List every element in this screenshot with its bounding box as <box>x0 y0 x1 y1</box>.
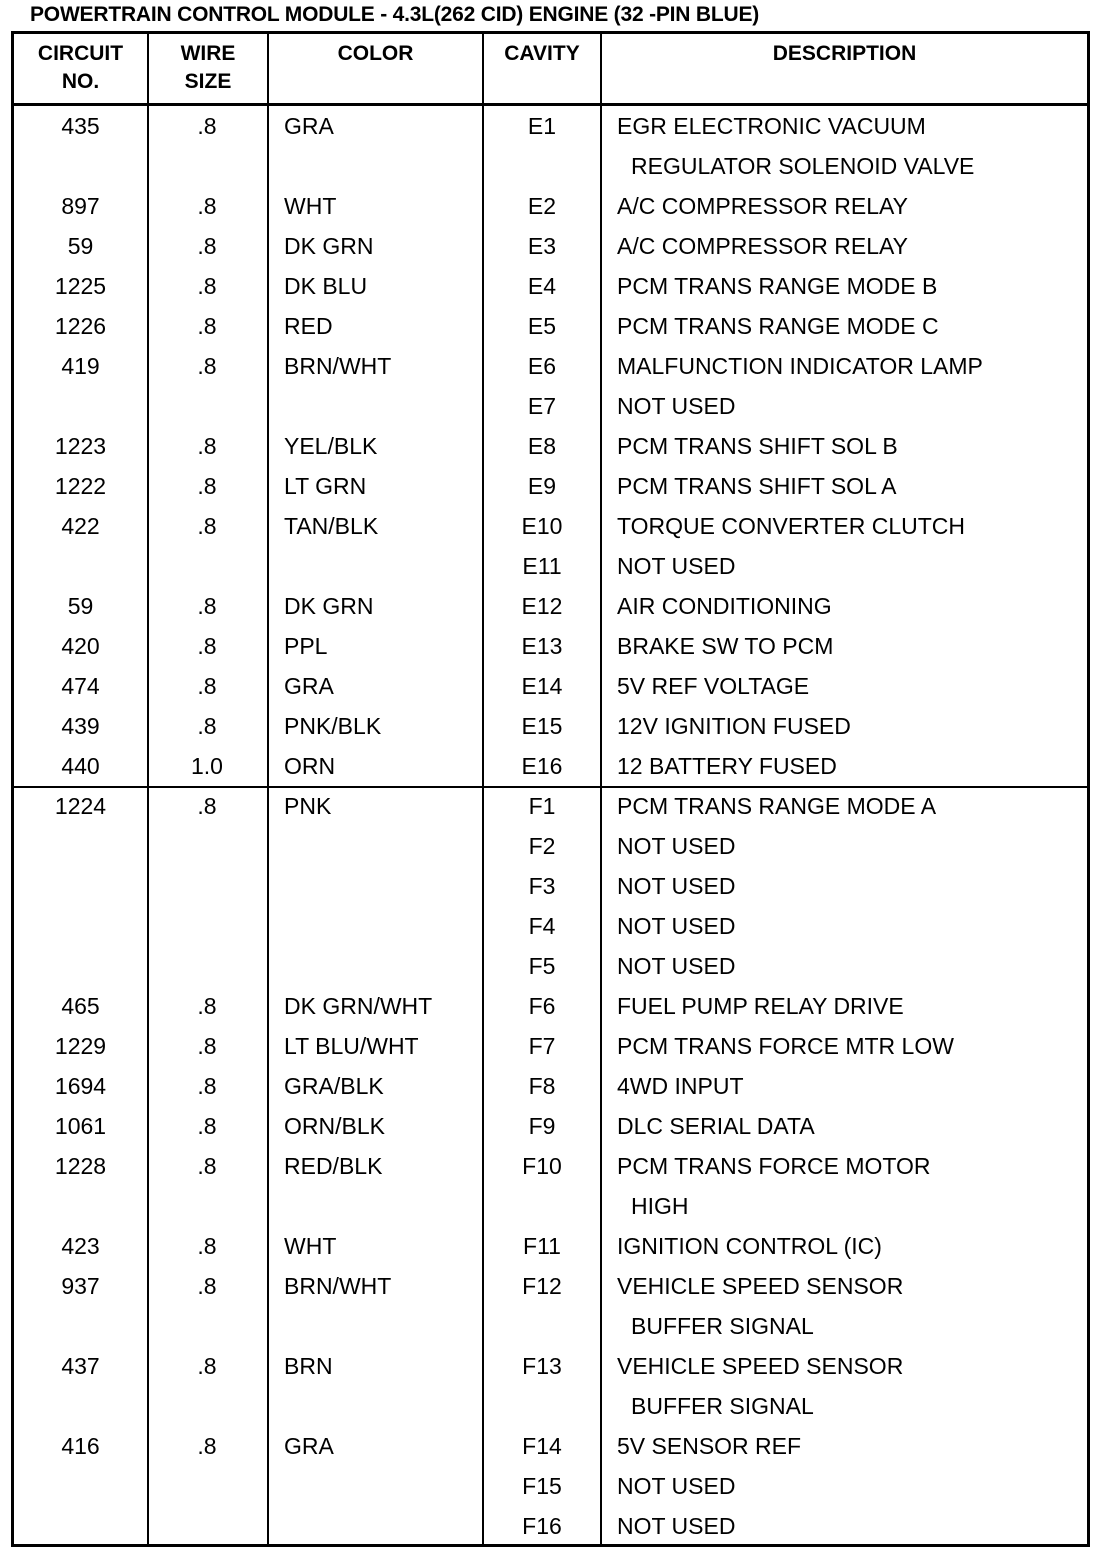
wire-size-cell: .8 <box>197 1273 217 1299</box>
wire-size-cell: .8 <box>197 113 217 139</box>
description-cell: A/C COMPRESSOR RELAY <box>617 233 908 259</box>
wire-size-cell: .8 <box>197 1153 217 1179</box>
description-cell: IGNITION CONTROL (IC) <box>617 1233 882 1259</box>
circuit-no-cell: 437 <box>61 1353 100 1379</box>
description-cell: 5V SENSOR REF <box>617 1433 802 1459</box>
cavity-cell: E10 <box>521 513 563 539</box>
cavity-cell: F15 <box>522 1473 562 1499</box>
cavity-cell: E7 <box>527 393 557 419</box>
cavity-cell: E12 <box>521 593 563 619</box>
cavity-cell: E1 <box>527 113 557 139</box>
cavity-cell: F9 <box>528 1113 556 1139</box>
cavity-cell: E8 <box>527 433 557 459</box>
circuit-no-cell: 420 <box>61 633 100 659</box>
color-cell: TAN/BLK <box>284 513 379 539</box>
circuit-no-cell <box>14 906 147 946</box>
color-cell: ORN/BLK <box>284 1113 385 1139</box>
color-cell <box>284 1386 479 1426</box>
description-cell: NOT USED <box>617 393 736 419</box>
cavity-cell <box>484 1306 600 1346</box>
wire-size-cell <box>147 906 267 946</box>
circuit-no-cell: 1222 <box>54 473 107 499</box>
header-wire-size <box>149 40 267 96</box>
circuit-no-cell: 1694 <box>54 1073 107 1099</box>
color-cell: WHT <box>284 193 337 219</box>
color-cell <box>284 1466 479 1506</box>
circuit-no-cell: 419 <box>61 353 100 379</box>
circuit-no-cell: 59 <box>67 233 94 259</box>
cavity-cell: F16 <box>522 1513 562 1539</box>
description-cell: REGULATOR SOLENOID VALVE <box>631 153 975 179</box>
color-cell: DK GRN <box>284 233 374 259</box>
column-divider <box>267 34 269 1544</box>
circuit-no-cell <box>14 386 147 426</box>
circuit-no-cell <box>14 546 147 586</box>
cavity-cell: E11 <box>522 553 562 579</box>
color-cell <box>284 386 479 426</box>
circuit-no-cell: 1061 <box>54 1113 107 1139</box>
description-cell: DLC SERIAL DATA <box>617 1113 815 1139</box>
wire-size-cell: .8 <box>197 993 217 1019</box>
description-cell: NOT USED <box>617 1513 736 1539</box>
color-cell <box>284 1306 479 1346</box>
cavity-cell: F1 <box>528 793 556 819</box>
description-cell: PCM TRANS RANGE MODE A <box>617 793 937 819</box>
header-circuit-no <box>14 40 147 96</box>
pinout-table <box>11 31 1090 1547</box>
description-cell: BRAKE SW TO PCM <box>617 633 834 659</box>
wire-size-cell: .8 <box>197 313 217 339</box>
header-wire-line1: WIRE <box>180 42 236 65</box>
cavity-cell: F12 <box>522 1273 562 1299</box>
color-cell: BRN/WHT <box>284 353 392 379</box>
wire-size-cell: .8 <box>197 233 217 259</box>
wire-size-cell: .8 <box>197 353 217 379</box>
cavity-cell: E3 <box>527 233 557 259</box>
circuit-no-cell: 416 <box>61 1433 100 1459</box>
color-cell: DK BLU <box>284 273 368 299</box>
color-cell: LT GRN <box>284 473 367 499</box>
color-cell <box>284 546 479 586</box>
circuit-no-cell: 422 <box>61 513 100 539</box>
color-cell: LT BLU/WHT <box>284 1033 419 1059</box>
wire-size-cell <box>147 866 267 906</box>
description-cell: NOT USED <box>617 953 736 979</box>
color-cell <box>284 1506 479 1546</box>
circuit-no-cell: 423 <box>61 1233 100 1259</box>
description-cell: BUFFER SIGNAL <box>631 1393 814 1419</box>
wire-size-cell: .8 <box>197 713 217 739</box>
column-divider <box>600 34 602 1544</box>
description-cell: VEHICLE SPEED SENSOR <box>617 1273 904 1299</box>
cavity-cell: F5 <box>528 953 556 979</box>
cavity-cell <box>484 146 600 186</box>
circuit-no-cell: 465 <box>61 993 100 1019</box>
color-cell: BRN <box>284 1353 333 1379</box>
circuit-no-cell <box>14 1186 147 1226</box>
description-cell: MALFUNCTION INDICATOR LAMP <box>617 353 983 379</box>
color-cell: ORN <box>284 753 336 779</box>
description-cell: FUEL PUMP RELAY DRIVE <box>617 993 904 1019</box>
description-cell: 12 BATTERY FUSED <box>617 753 837 779</box>
color-cell: DK GRN/WHT <box>284 993 433 1019</box>
circuit-no-cell: 59 <box>67 593 94 619</box>
color-cell: YEL/BLK <box>284 433 378 459</box>
cavity-cell: F6 <box>528 993 556 1019</box>
circuit-no-cell <box>14 1506 147 1546</box>
circuit-no-cell: 897 <box>61 193 100 219</box>
cavity-cell: E9 <box>527 473 557 499</box>
cavity-cell <box>484 1386 600 1426</box>
color-cell: BRN/WHT <box>284 1273 392 1299</box>
cavity-cell: E5 <box>527 313 557 339</box>
color-cell: GRA <box>284 113 334 139</box>
wire-size-cell: .8 <box>197 1433 217 1459</box>
cavity-cell: E13 <box>521 633 563 659</box>
cavity-cell: E4 <box>527 273 557 299</box>
wire-size-cell: .8 <box>197 1233 217 1259</box>
wire-size-cell <box>147 386 267 426</box>
description-cell: NOT USED <box>617 913 736 939</box>
circuit-no-cell <box>14 866 147 906</box>
circuit-no-cell: 1229 <box>54 1033 107 1059</box>
wire-size-cell: .8 <box>197 473 217 499</box>
color-cell: RED <box>284 313 333 339</box>
wire-size-cell <box>147 1186 267 1226</box>
description-cell: VEHICLE SPEED SENSOR <box>617 1353 904 1379</box>
color-cell: GRA/BLK <box>284 1073 384 1099</box>
color-cell <box>284 946 479 986</box>
cavity-cell: E16 <box>521 753 563 779</box>
circuit-no-cell: 1226 <box>54 313 107 339</box>
cavity-cell: F7 <box>528 1033 556 1059</box>
wire-size-cell: .8 <box>197 673 217 699</box>
header-cavity: CAVITY <box>504 42 580 65</box>
wire-size-cell: .8 <box>197 1353 217 1379</box>
description-cell: PCM TRANS RANGE MODE B <box>617 273 938 299</box>
description-cell: NOT USED <box>617 873 736 899</box>
wire-size-cell <box>147 946 267 986</box>
cavity-cell: E15 <box>521 713 563 739</box>
description-cell: HIGH <box>631 1193 689 1219</box>
color-cell: PNK/BLK <box>284 713 382 739</box>
cavity-cell: F11 <box>523 1233 561 1259</box>
color-cell: RED/BLK <box>284 1153 383 1179</box>
wire-size-cell: .8 <box>197 433 217 459</box>
table-title: POWERTRAIN CONTROL MODULE - 4.3L(262 CID) ENGINE (32 -PIN BLUE) <box>30 3 760 26</box>
header-circuit-line1: CIRCUIT <box>37 42 124 65</box>
circuit-no-cell: 937 <box>61 1273 100 1299</box>
wire-size-cell: .8 <box>197 1033 217 1059</box>
wire-size-cell <box>147 146 267 186</box>
description-cell: PCM TRANS SHIFT SOL A <box>617 473 897 499</box>
description-cell: NOT USED <box>617 833 736 859</box>
header-description: DESCRIPTION <box>772 42 917 65</box>
cavity-cell <box>484 1186 600 1226</box>
cavity-cell: F3 <box>528 873 556 899</box>
wire-size-cell <box>147 1466 267 1506</box>
cavity-cell: E2 <box>527 193 557 219</box>
wire-size-cell: .8 <box>197 1113 217 1139</box>
description-cell: 12V IGNITION FUSED <box>617 713 851 739</box>
color-cell: DK GRN <box>284 593 374 619</box>
description-cell: AIR CONDITIONING <box>617 593 832 619</box>
circuit-no-cell <box>14 146 147 186</box>
description-cell: PCM TRANS FORCE MTR LOW <box>617 1033 954 1059</box>
color-cell <box>284 1186 479 1226</box>
cavity-cell: E14 <box>521 673 563 699</box>
wire-size-cell <box>147 1506 267 1546</box>
description-cell: A/C COMPRESSOR RELAY <box>617 193 908 219</box>
description-cell: 5V REF VOLTAGE <box>617 673 810 699</box>
color-cell: PPL <box>284 633 328 659</box>
description-cell: 4WD INPUT <box>617 1073 744 1099</box>
wire-size-cell <box>147 546 267 586</box>
circuit-no-cell: 1223 <box>54 433 107 459</box>
circuit-no-cell <box>14 1386 147 1426</box>
description-cell: PCM TRANS FORCE MOTOR <box>617 1153 931 1179</box>
circuit-no-cell: 474 <box>61 673 100 699</box>
description-cell: PCM TRANS RANGE MODE C <box>617 313 939 339</box>
color-cell: GRA <box>284 1433 334 1459</box>
circuit-no-cell: 439 <box>61 713 100 739</box>
description-cell: NOT USED <box>617 553 736 579</box>
circuit-no-cell <box>14 826 147 866</box>
circuit-no-cell: 435 <box>61 113 100 139</box>
cavity-cell: E6 <box>527 353 557 379</box>
wire-size-cell: .8 <box>197 193 217 219</box>
color-cell <box>284 826 479 866</box>
circuit-no-cell: 1225 <box>54 273 107 299</box>
wire-size-cell <box>147 1386 267 1426</box>
circuit-no-cell: 1228 <box>54 1153 107 1179</box>
color-cell <box>284 146 479 186</box>
wire-size-cell: .8 <box>197 633 217 659</box>
wire-size-cell: .8 <box>197 793 217 819</box>
wire-size-cell: 1.0 <box>191 753 223 779</box>
circuit-no-cell <box>14 1306 147 1346</box>
color-cell <box>284 866 479 906</box>
cavity-cell: F4 <box>528 913 556 939</box>
cavity-cell: F10 <box>522 1153 562 1179</box>
color-cell: GRA <box>284 673 334 699</box>
header-circuit-line2: NO. <box>61 70 100 93</box>
wire-size-cell: .8 <box>197 513 217 539</box>
wire-size-cell <box>147 1306 267 1346</box>
circuit-no-cell <box>14 946 147 986</box>
color-cell: PNK <box>284 793 332 819</box>
circuit-no-cell: 440 <box>61 753 100 779</box>
wire-size-cell <box>147 826 267 866</box>
circuit-no-cell <box>14 1466 147 1506</box>
color-cell: WHT <box>284 1233 337 1259</box>
description-cell: TORQUE CONVERTER CLUTCH <box>617 513 966 539</box>
description-cell: EGR ELECTRONIC VACUUM <box>617 113 926 139</box>
description-cell: NOT USED <box>617 1473 736 1499</box>
cavity-cell: F2 <box>528 833 556 859</box>
wire-size-cell: .8 <box>197 1073 217 1099</box>
wire-size-cell: .8 <box>197 593 217 619</box>
header-color: COLOR <box>337 42 414 65</box>
header-wire-line2: SIZE <box>184 70 232 93</box>
description-cell: BUFFER SIGNAL <box>631 1313 814 1339</box>
color-cell <box>284 906 479 946</box>
cavity-cell: F13 <box>522 1353 562 1379</box>
wire-size-cell: .8 <box>197 273 217 299</box>
cavity-cell: F8 <box>528 1073 556 1099</box>
cavity-cell: F14 <box>522 1433 562 1459</box>
description-cell: PCM TRANS SHIFT SOL B <box>617 433 898 459</box>
circuit-no-cell: 1224 <box>54 793 107 819</box>
